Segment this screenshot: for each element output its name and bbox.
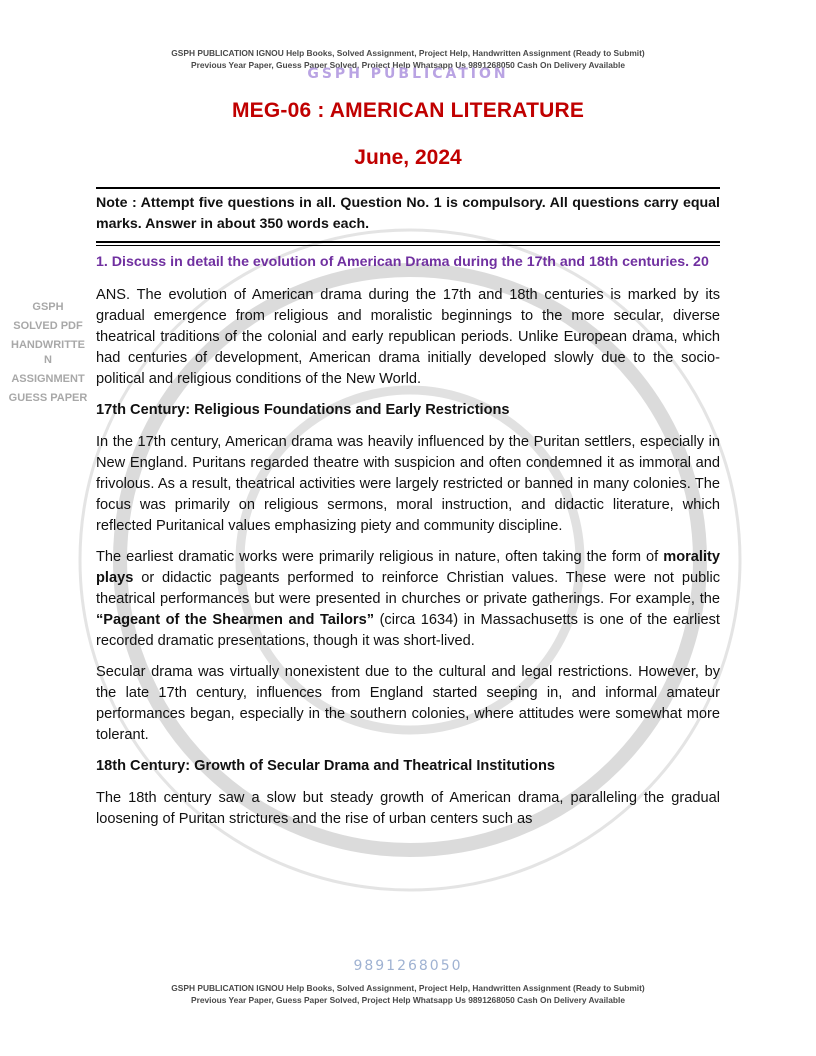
- answer-content: [96, 252, 720, 840]
- text-span: (circa 1634) in Massachusetts is one of the earliest recorded dramatic presentations, though it was short-lived.: [96, 612, 720, 649]
- section-heading-18th-century: 18th Century: Growth of Secular Drama and Theatrical Institutions: [96, 758, 555, 774]
- watermark-number: 9891268050: [353, 958, 463, 974]
- watermark-line-2: SOLVED PDF: [13, 320, 83, 332]
- paragraph-18th-century: The 18th century saw a slow but steady growth of American drama, paralleling the gradual loosening of Puritan strictures and the rise of urban centers such as: [96, 790, 720, 827]
- watermark-arc-text: GSPH PUBLICATION: [307, 66, 509, 82]
- note-divider: [96, 241, 720, 246]
- answer-intro: ANS. The evolution of American drama during the 17th and 18th centuries is marked by its gradual emergence from religious and moralistic beginnings to the more secular, diverse theatrical traditions of the colonial and early republican periods. Unlike European drama, which had centuries of development, American drama initially developed slowly due to the socio-political and religious conditions of the New World.: [96, 287, 720, 387]
- note-box: [96, 187, 720, 246]
- footer-line-1: GSPH PUBLICATION IGNOU Help Books, Solved Assignment, Project Help, Handwritten Assignment (Ready to Submit): [171, 983, 645, 993]
- text-span: The earliest dramatic works were primarily religious in nature, often taking the form of: [96, 549, 664, 565]
- text-span: or didactic pageants performed to reinforce Christian values. These were not public theatrical performances but were presented in churches or private gatherings. For example, the: [96, 570, 720, 607]
- header-line-1: GSPH PUBLICATION IGNOU Help Books, Solved Assignment, Project Help, Handwritten Assignment (Ready to Submit): [171, 48, 645, 58]
- header-line-2: Previous Year Paper, Guess Paper Solved, Project Help Whatsapp Us 9891268050 Cash On Delivery Available: [190, 60, 625, 70]
- bold-pageant-title: “Pageant of the Shearmen and Tailors”: [96, 612, 375, 628]
- paragraph-puritan-influence: In the 17th century, American drama was heavily influenced by the Puritan settlers, especially in New England. Puritans regarded theatre with suspicion and often condemned it as immoral and frivolous. As a result, theatrical activities were largely restricted or banned in many colonies. The focus was primarily on religious sermons, moral instruction, and didactic literature, which reflected Puritanical values emphasizing piety and community discipline.: [96, 434, 720, 534]
- document-date: June, 2024: [354, 146, 462, 169]
- page-footer: [0, 982, 816, 1006]
- paragraph-secular-drama: Secular drama was virtually nonexistent due to the cultural and legal restrictions. However, by the late 17th century, influences from England started seeping in, and informal amateur performances began, especially in the southern colonies, where attitudes were somewhat more tolerant.: [96, 664, 720, 743]
- watermark-line-5: GUESS PAPER: [8, 392, 88, 404]
- question-text: 1. Discuss in detail the evolution of American Drama during the 17th and 18th centuries. 20: [96, 254, 709, 270]
- watermark-center-lines: [8, 300, 88, 410]
- watermark-line-1: GSPH: [32, 301, 64, 313]
- footer-line-2: Previous Year Paper, Guess Paper Solved, Project Help Whatsapp Us 9891268050 Cash On Delivery Available: [190, 995, 625, 1005]
- section-heading-17th-century: 17th Century: Religious Foundations and Early Restrictions: [96, 402, 510, 418]
- watermark-line-3: HANDWRITTEN: [11, 339, 85, 366]
- document-title: MEG-06 : AMERICAN LITERATURE: [231, 99, 585, 122]
- paragraph-earliest-works: [96, 547, 720, 652]
- watermark-line-4: ASSIGNMENT: [11, 373, 85, 385]
- note-text: Note : Attempt five questions in all. Question No. 1 is compulsory. All questions carry equal marks. Answer in about 350 words each.: [96, 195, 720, 232]
- bold-morality-plays: morality plays: [96, 549, 720, 586]
